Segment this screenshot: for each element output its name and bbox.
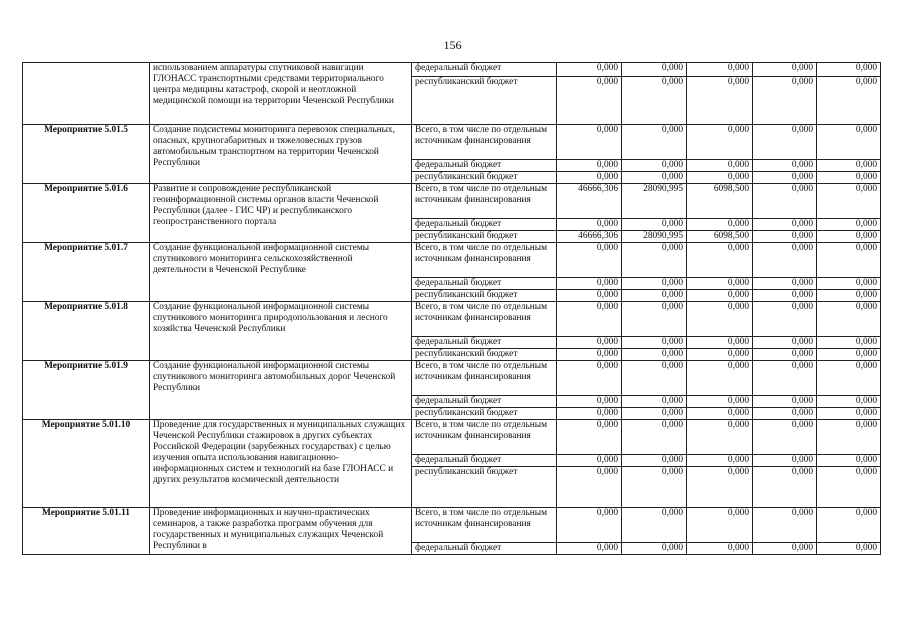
amount-cell: 0,000: [753, 337, 817, 349]
table-row: [23, 243, 881, 278]
amount-cell: 0,000: [753, 184, 817, 219]
amount-cell: 0,000: [817, 243, 881, 278]
amount-cell: 0,000: [557, 125, 622, 160]
amount-cell: 0,000: [622, 349, 687, 361]
amount-cell: 28090,995: [622, 184, 687, 219]
amount-cell: 0,000: [817, 63, 881, 77]
amount-cell: 0,000: [687, 160, 753, 172]
amount-cell: 0,000: [557, 243, 622, 278]
amount-cell: 0,000: [817, 290, 881, 302]
amount-cell: 0,000: [622, 508, 687, 543]
activity-description: Проведение информационных и научно-практических семинаров, а также разработка программ обучения для государственных и муниципальных служащих Чеченской Республики в: [150, 508, 412, 555]
amount-cell: 0,000: [557, 302, 622, 337]
amount-cell: 0,000: [817, 455, 881, 467]
amount-cell: 0,000: [557, 467, 622, 508]
amount-cell: 0,000: [687, 420, 753, 455]
funding-source: республиканский бюджет: [412, 349, 557, 361]
amount-cell: 0,000: [687, 219, 753, 231]
amount-cell: 0,000: [557, 290, 622, 302]
amount-cell: 0,000: [687, 455, 753, 467]
amount-cell: 0,000: [817, 337, 881, 349]
funding-source: республиканский бюджет: [412, 231, 557, 243]
amount-cell: 0,000: [753, 243, 817, 278]
funding-source: федеральный бюджет: [412, 337, 557, 349]
amount-cell: 0,000: [622, 278, 687, 290]
amount-cell: 0,000: [753, 396, 817, 408]
funding-source: Всего, в том числе по отдельным источникам финансирования: [412, 420, 557, 455]
amount-cell: 0,000: [817, 420, 881, 455]
amount-cell: 0,000: [687, 349, 753, 361]
amount-cell: 0,000: [557, 408, 622, 420]
amount-cell: 0,000: [687, 77, 753, 125]
amount-cell: 0,000: [622, 455, 687, 467]
amount-cell: 0,000: [687, 63, 753, 77]
amount-cell: 0,000: [687, 172, 753, 184]
amount-cell: 46666,306: [557, 231, 622, 243]
amount-cell: 0,000: [622, 396, 687, 408]
funding-source: федеральный бюджет: [412, 160, 557, 172]
amount-cell: 0,000: [622, 337, 687, 349]
amount-cell: 0,000: [817, 184, 881, 219]
activity-id: Мероприятие 5.01.8: [23, 302, 150, 361]
amount-cell: 0,000: [687, 243, 753, 278]
activity-description: использованием аппаратуры спутниковой навигации ГЛОНАСС транспортными средствами территориального центра медицины катастроф, скорой и неотложной медицинской помощи на территории Чеченской Республики: [150, 63, 412, 125]
budget-table: [22, 62, 881, 555]
amount-cell: 0,000: [753, 219, 817, 231]
amount-cell: 0,000: [557, 396, 622, 408]
amount-cell: 0,000: [687, 543, 753, 555]
funding-source: республиканский бюджет: [412, 290, 557, 302]
amount-cell: 0,000: [622, 63, 687, 77]
amount-cell: 0,000: [622, 420, 687, 455]
amount-cell: 0,000: [557, 63, 622, 77]
amount-cell: 0,000: [622, 467, 687, 508]
amount-cell: 6098,500: [687, 231, 753, 243]
amount-cell: 28090,995: [622, 231, 687, 243]
activity-description: Создание функциональной информационной системы спутникового мониторинга автомобильных дорог Чеченской Республики: [150, 361, 412, 420]
activity-id: Мероприятие 5.01.6: [23, 184, 150, 243]
amount-cell: 0,000: [817, 125, 881, 160]
amount-cell: 0,000: [687, 467, 753, 508]
funding-source: федеральный бюджет: [412, 543, 557, 555]
amount-cell: 0,000: [687, 396, 753, 408]
amount-cell: 0,000: [557, 455, 622, 467]
amount-cell: 0,000: [753, 125, 817, 160]
funding-source: федеральный бюджет: [412, 63, 557, 77]
activity-description: Создание функциональной информационной системы спутникового мониторинга сельскохозяйственной деятельности в Чеченской Республике: [150, 243, 412, 302]
amount-cell: 0,000: [557, 361, 622, 396]
amount-cell: 0,000: [622, 290, 687, 302]
funding-source: Всего, в том числе по отдельным источникам финансирования: [412, 302, 557, 337]
activity-description: Создание подсистемы мониторинга перевозок специальных, опасных, крупногабаритных и тяжеловесных грузов автомобильным транспортном на территории Чеченской Республики: [150, 125, 412, 184]
amount-cell: 0,000: [557, 172, 622, 184]
amount-cell: 0,000: [753, 543, 817, 555]
amount-cell: 0,000: [622, 77, 687, 125]
table-row: [23, 420, 881, 455]
amount-cell: 0,000: [817, 231, 881, 243]
amount-cell: 0,000: [753, 160, 817, 172]
amount-cell: 0,000: [753, 467, 817, 508]
amount-cell: 46666,306: [557, 184, 622, 219]
amount-cell: 0,000: [687, 361, 753, 396]
amount-cell: 0,000: [557, 77, 622, 125]
amount-cell: 0,000: [557, 543, 622, 555]
table-row: [23, 184, 881, 219]
page-number: 156: [443, 38, 462, 52]
amount-cell: 0,000: [817, 349, 881, 361]
amount-cell: 0,000: [817, 219, 881, 231]
amount-cell: 0,000: [753, 290, 817, 302]
amount-cell: 0,000: [817, 361, 881, 396]
activity-id: [23, 63, 150, 125]
activity-id: Мероприятие 5.01.5: [23, 125, 150, 184]
amount-cell: 0,000: [753, 508, 817, 543]
amount-cell: 0,000: [687, 125, 753, 160]
amount-cell: 0,000: [687, 278, 753, 290]
amount-cell: 0,000: [753, 231, 817, 243]
activity-id: Мероприятие 5.01.10: [23, 420, 150, 508]
activity-description: Развитие и сопровождение республиканской геоинформационной системы органов власти Чеченской Республики (далее - ГИС ЧР) и республиканского геопространственного портала: [150, 184, 412, 243]
amount-cell: 0,000: [817, 396, 881, 408]
amount-cell: 0,000: [557, 219, 622, 231]
funding-source: республиканский бюджет: [412, 408, 557, 420]
amount-cell: 0,000: [622, 172, 687, 184]
amount-cell: 0,000: [557, 349, 622, 361]
amount-cell: 0,000: [817, 408, 881, 420]
funding-source: республиканский бюджет: [412, 467, 557, 508]
table-row: [23, 302, 881, 337]
amount-cell: 0,000: [817, 77, 881, 125]
amount-cell: 0,000: [817, 508, 881, 543]
funding-source: федеральный бюджет: [412, 278, 557, 290]
amount-cell: 0,000: [753, 302, 817, 337]
amount-cell: 0,000: [753, 172, 817, 184]
funding-source: федеральный бюджет: [412, 219, 557, 231]
amount-cell: 0,000: [753, 77, 817, 125]
amount-cell: 0,000: [622, 302, 687, 337]
amount-cell: 0,000: [687, 337, 753, 349]
funding-source: федеральный бюджет: [412, 455, 557, 467]
amount-cell: 0,000: [622, 219, 687, 231]
amount-cell: 0,000: [753, 420, 817, 455]
amount-cell: 0,000: [622, 125, 687, 160]
activity-id: Мероприятие 5.01.7: [23, 243, 150, 302]
amount-cell: 0,000: [622, 160, 687, 172]
amount-cell: 0,000: [753, 455, 817, 467]
activity-description: Проведение для государственных и муниципальных служащих Чеченской Республики стажировок в других субъектах Российской Федерации (зарубежных государствах) с целью изучения опыта использования навигационно-информационных систем и технологий на базе ГЛОНАСС и других результатов космической деятельности: [150, 420, 412, 508]
funding-source: Всего, в том числе по отдельным источникам финансирования: [412, 508, 557, 543]
amount-cell: 0,000: [622, 408, 687, 420]
table-row: [23, 125, 881, 160]
amount-cell: 0,000: [753, 278, 817, 290]
funding-source: республиканский бюджет: [412, 77, 557, 125]
amount-cell: 0,000: [817, 172, 881, 184]
table-row: [23, 361, 881, 396]
amount-cell: 6098,500: [687, 184, 753, 219]
amount-cell: 0,000: [753, 408, 817, 420]
amount-cell: 0,000: [557, 160, 622, 172]
amount-cell: 0,000: [753, 361, 817, 396]
amount-cell: 0,000: [817, 302, 881, 337]
amount-cell: 0,000: [687, 290, 753, 302]
funding-source: Всего, в том числе по отдельным источникам финансирования: [412, 184, 557, 219]
activity-description: Создание функциональной информационной системы спутникового мониторинга природопользования и лесного хозяйства Чеченской Республики: [150, 302, 412, 361]
funding-source: Всего, в том числе по отдельным источникам финансирования: [412, 243, 557, 278]
funding-source: республиканский бюджет: [412, 172, 557, 184]
funding-source: Всего, в том числе по отдельным источникам финансирования: [412, 125, 557, 160]
amount-cell: 0,000: [817, 467, 881, 508]
amount-cell: 0,000: [817, 543, 881, 555]
table-row: [23, 508, 881, 543]
amount-cell: 0,000: [817, 160, 881, 172]
amount-cell: 0,000: [622, 361, 687, 396]
amount-cell: 0,000: [622, 243, 687, 278]
amount-cell: 0,000: [817, 278, 881, 290]
amount-cell: 0,000: [687, 302, 753, 337]
amount-cell: 0,000: [622, 543, 687, 555]
activity-id: Мероприятие 5.01.9: [23, 361, 150, 420]
funding-source: Всего, в том числе по отдельным источникам финансирования: [412, 361, 557, 396]
amount-cell: 0,000: [557, 278, 622, 290]
amount-cell: 0,000: [557, 508, 622, 543]
amount-cell: 0,000: [557, 420, 622, 455]
amount-cell: 0,000: [753, 349, 817, 361]
amount-cell: 0,000: [753, 63, 817, 77]
amount-cell: 0,000: [687, 408, 753, 420]
funding-source: федеральный бюджет: [412, 396, 557, 408]
amount-cell: 0,000: [557, 337, 622, 349]
activity-id: Мероприятие 5.01.11: [23, 508, 150, 555]
table-row: [23, 63, 881, 77]
amount-cell: 0,000: [687, 508, 753, 543]
